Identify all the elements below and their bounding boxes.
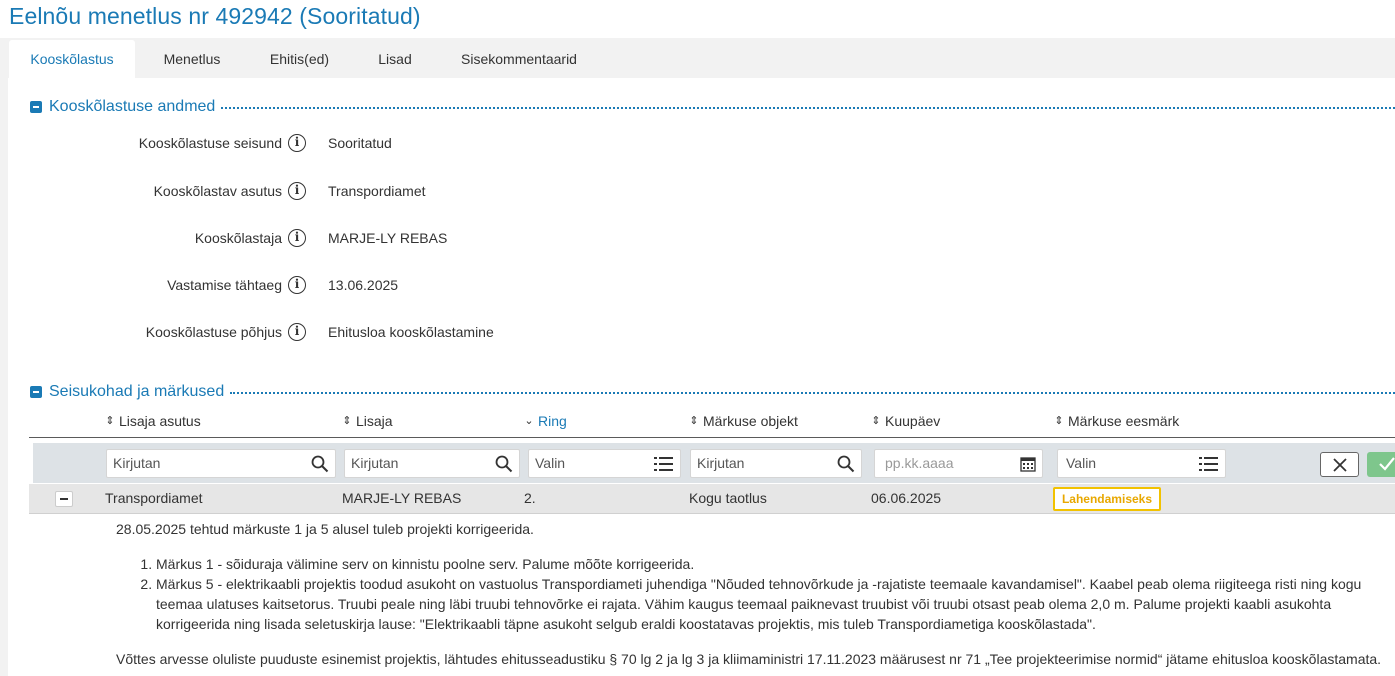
list-item: 1. Märkus 1 - sõiduraja välimine serv on kinnistu poolne serv. Palume mõõte korrigeerida.: [156, 554, 1376, 574]
field-value: Sooritatud: [328, 135, 392, 151]
tab-lisad[interactable]: Lisad: [378, 51, 412, 67]
field-pohjus: [8, 322, 1008, 346]
table-row[interactable]: [29, 484, 1395, 514]
grid-header: [29, 410, 1395, 438]
field-seisund: [8, 133, 1008, 157]
field-label: Kooskõlastaja: [194, 230, 282, 246]
section-title: Kooskõlastuse andmed: [49, 98, 216, 115]
page-title: Eelnõu menetlus nr 492942 (Sooritatud): [9, 3, 421, 29]
filter-asutus-input[interactable]: Kirjutan: [106, 449, 336, 478]
column-header-lisaja-asutus[interactable]: ⇕ Lisaja asutus: [105, 413, 201, 429]
field-value: 13.06.2025: [328, 277, 399, 293]
clear-filters-button[interactable]: [1320, 452, 1359, 477]
sort-desc-icon: ⌄: [524, 415, 534, 427]
sort-icon: ⇕: [105, 415, 115, 427]
field-tahtaeg: [8, 275, 1008, 299]
column-header-ring[interactable]: ⌄ Ring: [524, 413, 567, 429]
column-header-lisaja[interactable]: ⇕ Lisaja: [342, 413, 393, 429]
filter-ring-select[interactable]: Valin: [528, 449, 681, 478]
collapse-icon[interactable]: [30, 386, 42, 398]
info-icon[interactable]: i: [288, 229, 306, 247]
section-divider: [221, 107, 1395, 109]
cell-lisaja: MARJE-LY REBAS: [342, 490, 462, 506]
search-icon: [837, 450, 855, 481]
column-header-markuse-objekt[interactable]: ⇕ Märkuse objekt: [689, 413, 798, 429]
sort-icon: ⇕: [1054, 415, 1064, 427]
section-header-seisukohad[interactable]: [30, 382, 1395, 402]
sort-icon: ⇕: [342, 415, 352, 427]
info-icon[interactable]: i: [288, 276, 306, 294]
cell-kuupaev: 06.06.2025: [871, 490, 942, 506]
field-value: Transpordiamet: [328, 183, 426, 199]
note-list: [136, 554, 1376, 634]
sort-icon: ⇕: [689, 415, 699, 427]
section-divider: [230, 392, 1395, 394]
filter-objekt-input[interactable]: Kirjutan: [690, 449, 862, 478]
field-label: Kooskõlastuse põhjus: [145, 324, 282, 340]
cell-objekt: Kogu taotlus: [689, 490, 767, 506]
filter-lisaja-input[interactable]: Kirjutan: [344, 449, 520, 478]
field-label: Kooskõlastuse seisund: [138, 135, 282, 151]
filter-eesmark-select[interactable]: Valin: [1057, 449, 1226, 478]
status-badge: Lahendamiseks: [1053, 487, 1161, 511]
note-intro: 28.05.2025 tehtud märkuste 1 ja 5 alusel tuleb projekti korrigeerida.: [116, 521, 534, 537]
tab-panel: [8, 78, 1395, 676]
tab-menetlus[interactable]: Menetlus: [163, 51, 221, 67]
filter-row: [33, 443, 1395, 483]
tab-kooskolastus[interactable]: Kooskõlastus: [9, 40, 135, 78]
field-asutus: [8, 181, 1008, 205]
section-title: Seisukohad ja märkused: [49, 383, 225, 400]
info-icon[interactable]: i: [288, 323, 306, 341]
search-icon: [311, 450, 329, 481]
collapse-row-icon[interactable]: [55, 491, 73, 507]
tab-ehitised[interactable]: Ehitis(ed): [269, 51, 330, 67]
cell-asutus: Transpordiamet: [105, 490, 203, 506]
field-label: Kooskõlastav asutus: [153, 183, 282, 199]
calendar-icon[interactable]: [1020, 450, 1036, 480]
column-header-markuse-eesmark[interactable]: ⇕ Märkuse eesmärk: [1054, 413, 1180, 429]
list-icon: [654, 450, 674, 481]
field-value: MARJE-LY REBAS: [328, 230, 448, 246]
info-icon[interactable]: i: [288, 182, 306, 200]
tab-sisekommentaarid[interactable]: Sisekommentaarid: [461, 51, 577, 67]
note-conclusion: Võttes arvesse oluliste puuduste esinemist projektis, lähtudes ehitusseadustiku § 70 lg 2 ja lg 3 ja kliimaministri 17.11.2023 määrusest nr 71 „Tee projekteerimise normid“ jätame ehitusloa kooskõlastamata.: [116, 651, 1382, 667]
list-icon: [1199, 450, 1219, 481]
cell-ring: 2.: [524, 490, 536, 506]
tab-bar: [0, 38, 1395, 78]
sort-icon: ⇕: [871, 415, 881, 427]
section-header-kooskolastuse-andmed[interactable]: [30, 97, 1395, 117]
content-area: [0, 78, 1395, 676]
apply-filters-button[interactable]: [1367, 452, 1395, 477]
field-label: Vastamise tähtaeg: [167, 277, 282, 293]
field-value: Ehitusloa kooskõlastamine: [328, 324, 494, 340]
search-icon: [495, 450, 513, 481]
list-item: 2. Märkus 5 - elektrikaabli projektis toodud asukoht on vastuolus Transpordiameti juhendiga "Nõuded tehnovõrkude ja -rajatiste teemaale kavandamisel". Kaabel peab olema riigiteega risti ning kogu teemaa ulatuses kaitsetorus. Truubi peale ning läbi truubi tehnovõrke ei rajata. Vähim kaugus teemaal paiknevast truubist või truubi otsast peab olema 2,0 m. Palume projekti kaabli asukohta korrigeerida ning lisada seletuskirja lause: "Elektrikaabli täpne asukoht selgub eraldi koostatavas projektis, mis tuleb Transpordiametiga kooskõlastada".: [156, 574, 1376, 634]
collapse-icon[interactable]: [30, 101, 42, 113]
filter-kuupaev-input[interactable]: pp.kk.aaaa: [874, 449, 1043, 478]
column-header-kuupaev[interactable]: ⇕ Kuupäev: [871, 413, 941, 429]
info-icon[interactable]: i: [288, 134, 306, 152]
field-kooskolastaja: [8, 228, 1008, 252]
